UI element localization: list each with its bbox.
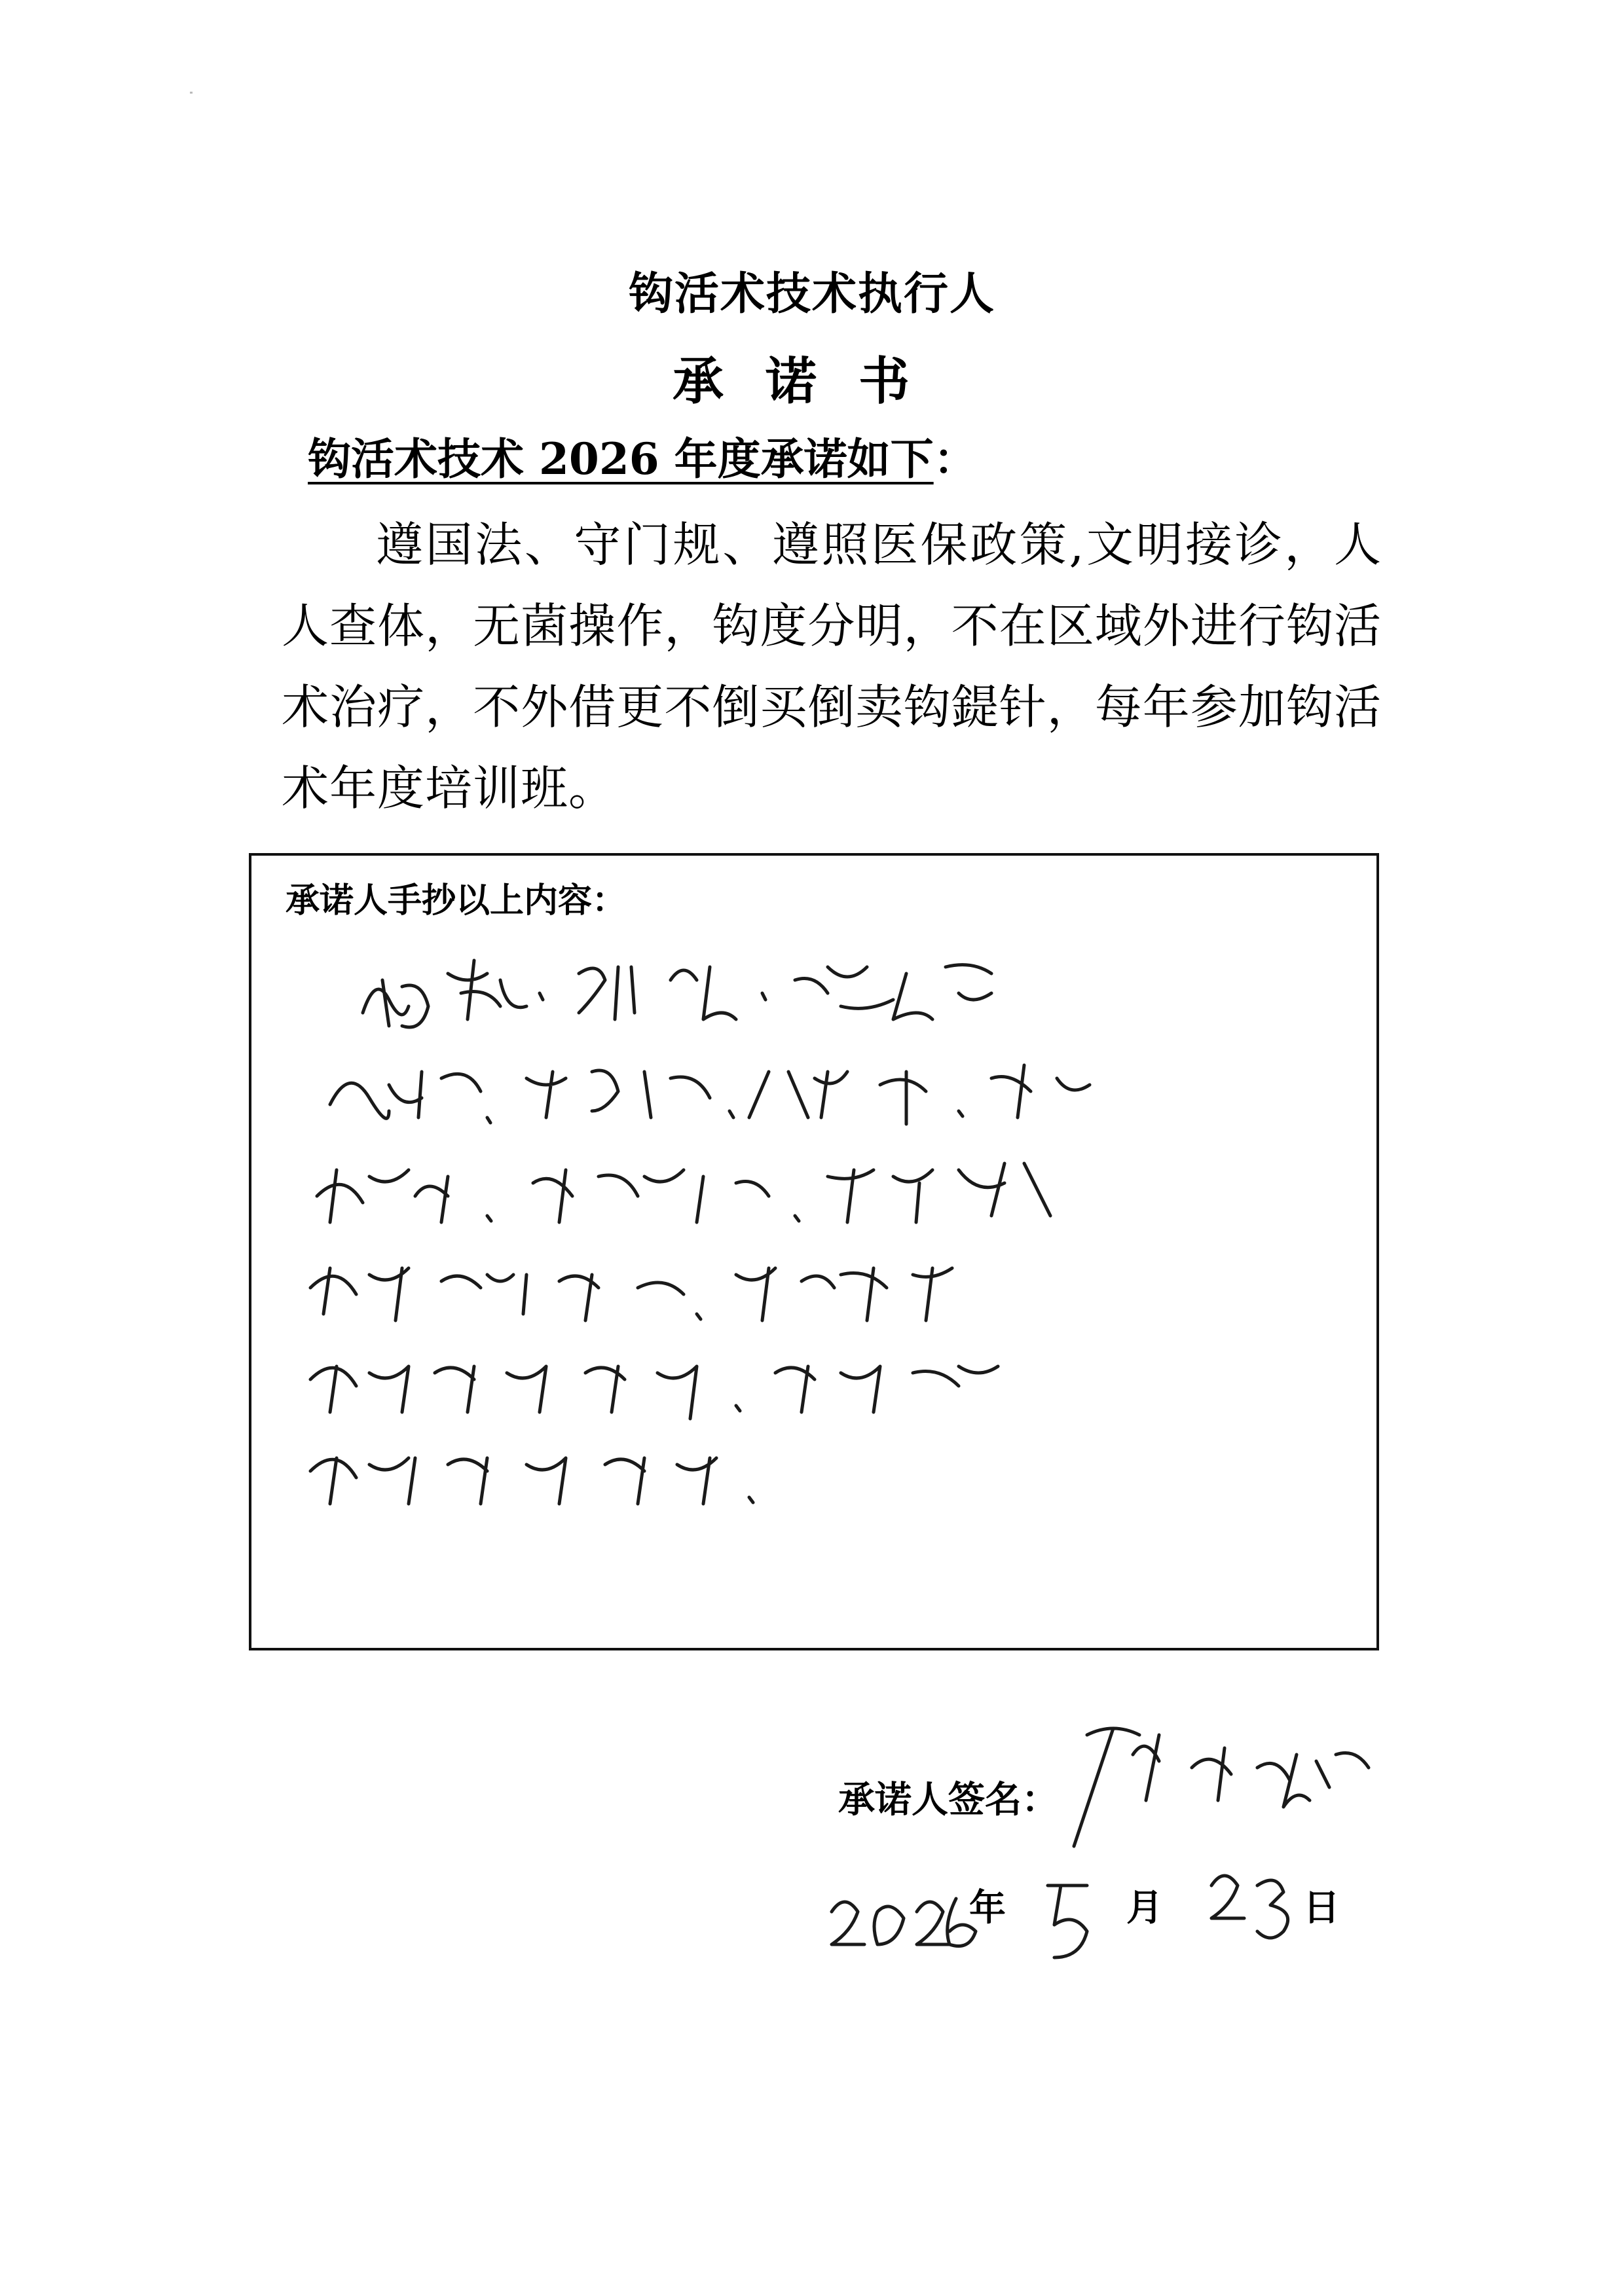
subtitle-colon: ： [933, 433, 977, 484]
date-day-unit: 日 [1303, 1887, 1340, 1929]
date-year-unit: 年 [969, 1887, 1006, 1929]
commitment-body: 遵国法、守门规、遵照医保政策,文明接诊，人人查体，无菌操作，钩度分明，不在区域外进行钩活术治疗，不外借更不倒买倒卖钩鍉针，每年参加钩活术年度培训班。 [282, 517, 1382, 816]
document-title: 钩活术技术执行人 [628, 268, 995, 320]
signature-label: 承诺人签名： [838, 1779, 1058, 1821]
subtitle-main: 钩活术技术 2026 年度承诺如下 [308, 433, 934, 484]
document-heading: 承诺书 [672, 352, 951, 411]
date-month-unit: 月 [1126, 1887, 1163, 1929]
handwriting-label: 承诺人手抄以上内容： [286, 881, 627, 920]
